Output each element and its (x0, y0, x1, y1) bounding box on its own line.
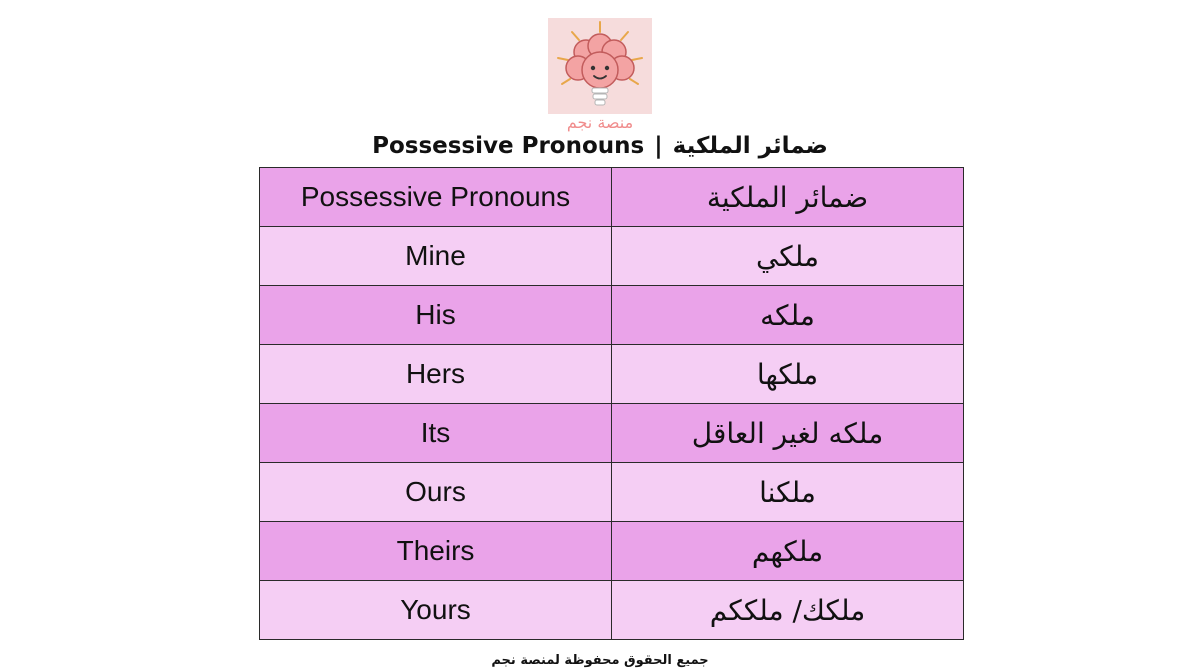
cell-arabic: ملكه لغير العاقل (612, 404, 964, 463)
cell-english: His (260, 286, 612, 345)
cell-arabic: ملكهم (612, 522, 964, 581)
header-english: Possessive Pronouns (260, 168, 612, 227)
cell-arabic: ملكي (612, 227, 964, 286)
title-separator: | (654, 133, 663, 159)
page-title (300, 128, 900, 164)
table-row (260, 463, 964, 522)
cell-arabic: ملكه (612, 286, 964, 345)
cell-arabic: ملكنا (612, 463, 964, 522)
copyright-footer: جميع الحقوق محفوظة لمنصة نجم (491, 653, 709, 668)
cell-english: Ours (260, 463, 612, 522)
table-row (260, 227, 964, 286)
table-row (260, 522, 964, 581)
table-row (260, 286, 964, 345)
cell-english: Hers (260, 345, 612, 404)
title-arabic: ضمائر الملكية (672, 133, 828, 159)
pronouns-table (259, 167, 964, 640)
table-row (260, 345, 964, 404)
table-header-row (260, 168, 964, 227)
brain-lightbulb-logo (548, 18, 652, 114)
title-english: Possessive Pronouns (372, 133, 645, 159)
table-row (260, 581, 964, 640)
cell-english: Theirs (260, 522, 612, 581)
cell-arabic: ملكك/ ملككم (612, 581, 964, 640)
cell-english: Its (260, 404, 612, 463)
cell-arabic: ملكها (612, 345, 964, 404)
logo-caption: منصة نجم (566, 113, 634, 132)
header-arabic: ضمائر الملكية (612, 168, 964, 227)
brain-lightbulb-icon (548, 18, 652, 114)
table-row (260, 404, 964, 463)
cell-english: Yours (260, 581, 612, 640)
cell-english: Mine (260, 227, 612, 286)
